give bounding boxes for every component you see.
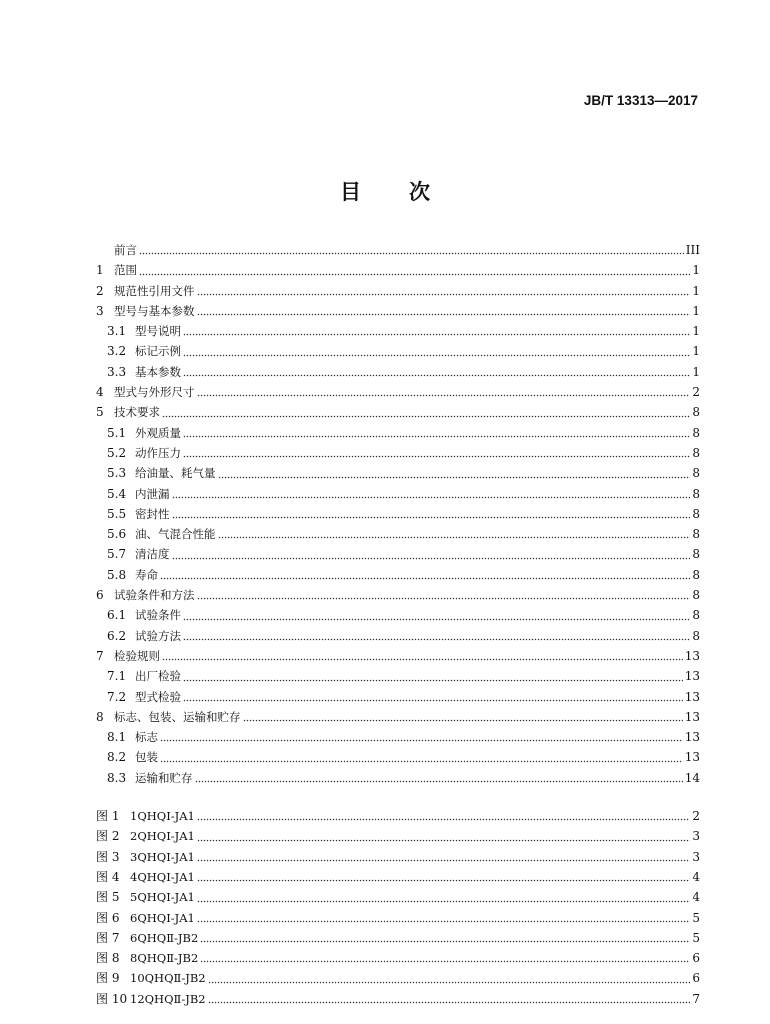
- toc-entry-label: 基本参数: [135, 364, 181, 379]
- toc-figure-entry[interactable]: [96, 847, 700, 867]
- toc-entry-label: 2QHQⅠ-JA1: [130, 829, 195, 844]
- toc-entry-label: 6QHQⅠ-JA1: [130, 910, 195, 925]
- toc-entry-page: 13: [684, 648, 700, 663]
- toc-entry-number: 7.2: [107, 689, 127, 704]
- dot-leader: [160, 756, 683, 763]
- toc-entry[interactable]: [96, 362, 700, 382]
- dot-leader: [197, 896, 690, 903]
- toc-entry-label: 油、气混合性能: [135, 527, 216, 542]
- toc-entry-label: 8QHQⅡ-JB2: [130, 951, 199, 966]
- toc-entry-page: 13: [684, 730, 700, 745]
- toc-entry-page: 1: [692, 324, 700, 339]
- toc-entry-label: 4QHQⅠ-JA1: [130, 869, 195, 884]
- toc-entry-page: 13: [684, 689, 700, 704]
- toc-entry-page: 7: [692, 991, 700, 1006]
- dot-leader: [200, 956, 690, 963]
- toc-entry-label: 3QHQⅠ-JA1: [130, 849, 195, 864]
- toc-entry-label: 型式与外形尺寸: [114, 385, 195, 400]
- toc-entry-page: 8: [692, 445, 700, 460]
- toc-entry-label: 动作压力: [135, 445, 181, 460]
- toc-entry-number: 5.3: [107, 466, 127, 481]
- toc-entry[interactable]: [96, 565, 700, 585]
- toc-entry-number: 6.1: [107, 608, 127, 623]
- toc-entry-number: 6: [96, 588, 104, 603]
- toc-entry-label: 型号与基本参数: [114, 303, 195, 318]
- toc-entry-label: 1QHQⅠ-JA1: [130, 809, 195, 824]
- toc-entry[interactable]: [96, 301, 700, 321]
- toc-entry-page: 2: [692, 809, 700, 824]
- toc-entry-number: 图 3: [96, 849, 120, 864]
- toc-entry-number: 图 10: [96, 991, 128, 1006]
- dot-leader: [195, 776, 683, 783]
- toc-entry-page: 3: [692, 829, 700, 844]
- dot-leader: [197, 875, 690, 882]
- toc-entry-number: 4: [96, 385, 104, 400]
- dot-leader: [183, 634, 690, 641]
- toc-entry-page: 8: [692, 628, 700, 643]
- toc-entry-label: 规范性引用文件: [114, 283, 195, 298]
- toc-entry-page: 5: [692, 930, 700, 945]
- dot-leader: [183, 370, 690, 377]
- toc-entry-number: 5.2: [107, 445, 127, 460]
- toc-entry-number: 2: [96, 283, 104, 298]
- toc-entry-number: 图 9: [96, 971, 120, 986]
- toc-entry[interactable]: [96, 747, 700, 767]
- dot-leader: [162, 411, 690, 418]
- toc-entry-label: 标记示例: [135, 344, 181, 359]
- toc-entry-number: 8: [96, 709, 104, 724]
- toc-entry[interactable]: [96, 626, 700, 646]
- toc-entry-page: 8: [692, 466, 700, 481]
- toc-entry-page: 13: [684, 669, 700, 684]
- toc-entry[interactable]: [96, 463, 700, 483]
- dot-leader: [197, 814, 690, 821]
- dot-leader: [160, 735, 683, 742]
- toc-entry-label: 试验方法: [135, 628, 181, 643]
- toc-figure-entry[interactable]: [96, 968, 700, 988]
- toc-entry-label: 试验条件: [135, 608, 181, 623]
- dot-leader: [208, 997, 691, 1004]
- toc-entry-page: 8: [692, 425, 700, 440]
- toc-entry-page: 3: [692, 849, 700, 864]
- dot-leader: [183, 695, 683, 702]
- dot-leader: [197, 835, 690, 842]
- toc-entry-number: 5.8: [107, 567, 127, 582]
- toc-figure-entry[interactable]: [96, 948, 700, 968]
- toc-entry-label: 内泄漏: [135, 486, 170, 501]
- toc-entry[interactable]: [96, 341, 700, 361]
- toc-entry[interactable]: [96, 544, 700, 564]
- dot-leader: [218, 532, 691, 539]
- dot-leader: [162, 654, 683, 661]
- toc-entry-page: 8: [692, 527, 700, 542]
- toc-entry-number: 6.2: [107, 628, 127, 643]
- toc-entry-page: 5: [692, 910, 700, 925]
- toc-entry-number: 5: [96, 405, 104, 420]
- toc-entry-number: 5.6: [107, 527, 127, 542]
- toc-entry[interactable]: [96, 687, 700, 707]
- toc-entry[interactable]: [96, 504, 700, 524]
- toc-figure-entry[interactable]: [96, 806, 700, 826]
- toc-entry-number: 3.3: [107, 364, 127, 379]
- toc-entry-page: 8: [692, 547, 700, 562]
- toc-entry-page: 8: [692, 608, 700, 623]
- toc-entry-number: 8.1: [107, 730, 127, 745]
- toc-figure-entry[interactable]: [96, 908, 700, 928]
- toc-entry-page: 6: [692, 971, 700, 986]
- toc-entry[interactable]: [96, 605, 700, 625]
- toc-entry-label: 技术要求: [114, 405, 160, 420]
- dot-leader: [183, 329, 690, 336]
- toc-entry-page: 8: [692, 486, 700, 501]
- toc-entry-page: 1: [692, 283, 700, 298]
- toc-section-list: [96, 240, 700, 788]
- toc-entry-number: 5.5: [107, 506, 127, 521]
- toc-entry[interactable]: [96, 646, 700, 666]
- toc-entry-page: 4: [692, 890, 700, 905]
- standard-code: JB/T 13313—2017: [583, 93, 698, 108]
- toc-entry-page: 1: [692, 263, 700, 278]
- toc-entry-number: 图 2: [96, 829, 120, 844]
- toc-entry-number: 图 1: [96, 809, 120, 824]
- dot-leader: [197, 593, 691, 600]
- toc-figure-entry[interactable]: [96, 928, 700, 948]
- dot-leader: [243, 715, 683, 722]
- dot-leader: [197, 916, 690, 923]
- dot-leader: [183, 614, 690, 621]
- toc-entry-number: 5.7: [107, 547, 127, 562]
- toc-entry-number: 1: [96, 263, 104, 278]
- toc-entry[interactable]: [96, 321, 700, 341]
- toc-entry-number: 8.2: [107, 750, 127, 765]
- toc-entry-number: 5.4: [107, 486, 127, 501]
- dot-leader: [197, 309, 691, 316]
- toc-entry-page: 13: [684, 750, 700, 765]
- toc-entry[interactable]: [96, 768, 700, 788]
- dot-leader: [160, 573, 690, 580]
- toc-entry[interactable]: [96, 524, 700, 544]
- dot-leader: [172, 492, 691, 499]
- toc-entry-label: 12QHQⅡ-JB2: [130, 991, 206, 1006]
- toc-entry-label: 试验条件和方法: [114, 588, 195, 603]
- dot-leader: [200, 936, 690, 943]
- toc-entry-label: 清洁度: [135, 547, 170, 562]
- dot-leader: [172, 553, 691, 560]
- toc-entry-label: 密封性: [135, 506, 170, 521]
- toc-entry-label: 运输和贮存: [135, 770, 193, 785]
- toc-entry-number: 图 4: [96, 869, 120, 884]
- toc-entry-label: 检验规则: [114, 648, 160, 663]
- dot-leader: [183, 675, 683, 682]
- toc-entry-label: 前言: [114, 243, 137, 257]
- toc-entry-label: 范围: [114, 263, 137, 278]
- toc-entry-number: 8.3: [107, 770, 127, 785]
- toc-entry[interactable]: [96, 443, 700, 463]
- dot-leader: [197, 390, 691, 397]
- toc-entry-number: 7: [96, 648, 104, 663]
- dot-leader: [172, 512, 691, 519]
- toc-entry-number: 图 8: [96, 951, 120, 966]
- toc-entry[interactable]: [96, 260, 700, 280]
- toc-figure-entry[interactable]: [96, 887, 700, 907]
- toc-entry-page: 8: [692, 405, 700, 420]
- toc-entry-page: 13: [684, 709, 700, 724]
- toc-entry-label: 给油量、耗气量: [135, 466, 216, 481]
- toc-entry-page: 1: [692, 344, 700, 359]
- dot-leader: [139, 269, 690, 276]
- toc-entry-number: 图 6: [96, 910, 120, 925]
- toc-entry-number: 5.1: [107, 425, 127, 440]
- toc-entry-page: 14: [684, 770, 700, 785]
- toc-entry-number: 图 5: [96, 890, 120, 905]
- toc-entry-label: 型号说明: [135, 324, 181, 339]
- toc-entry[interactable]: [96, 423, 700, 443]
- toc-entry-page: 8: [692, 506, 700, 521]
- toc-entry[interactable]: [96, 727, 700, 747]
- toc-entry-page: 1: [692, 303, 700, 318]
- toc-entry[interactable]: [96, 382, 700, 402]
- toc-entry[interactable]: [96, 281, 700, 301]
- toc-entry[interactable]: [96, 240, 700, 260]
- toc-entry[interactable]: [96, 707, 700, 727]
- toc-entry-label: 型式检验: [135, 689, 181, 704]
- toc-entry-label: 出厂检验: [135, 669, 181, 684]
- toc-entry-page: 8: [692, 588, 700, 603]
- toc-entry[interactable]: [96, 666, 700, 686]
- toc-entry-label: 5QHQⅠ-JA1: [130, 890, 195, 905]
- toc-entry-label: 外观质量: [135, 425, 181, 440]
- table-of-contents: [96, 240, 700, 1009]
- toc-entry[interactable]: [96, 402, 700, 422]
- dot-leader: [139, 248, 684, 255]
- toc-entry-label: 寿命: [135, 567, 158, 582]
- dot-leader: [208, 977, 691, 984]
- toc-figure-entry[interactable]: [96, 826, 700, 846]
- toc-entry-number: 7.1: [107, 669, 127, 684]
- dot-leader: [183, 350, 690, 357]
- toc-entry-number: 3.2: [107, 344, 127, 359]
- page-title: 目次: [340, 180, 478, 204]
- toc-entry-number: 3: [96, 303, 104, 318]
- dot-leader: [218, 472, 691, 479]
- toc-entry-label: 标志、包装、运输和贮存: [114, 709, 241, 724]
- toc-entry-page: 2: [692, 385, 700, 400]
- toc-entry[interactable]: [96, 585, 700, 605]
- toc-entry-page: 8: [692, 567, 700, 582]
- toc-entry-label: 6QHQⅡ-JB2: [130, 930, 199, 945]
- toc-divider-gap: [96, 788, 700, 806]
- dot-leader: [183, 451, 690, 458]
- toc-entry-label: 标志: [135, 730, 158, 745]
- toc-entry-label: 包装: [135, 750, 158, 765]
- dot-leader: [197, 855, 690, 862]
- toc-entry-page: 6: [692, 951, 700, 966]
- toc-figure-entry[interactable]: [96, 989, 700, 1009]
- toc-entry[interactable]: [96, 484, 700, 504]
- toc-entry-page: 4: [692, 869, 700, 884]
- dot-leader: [197, 289, 691, 296]
- toc-figure-list: [96, 806, 700, 1009]
- toc-entry-page: III: [685, 243, 700, 257]
- toc-figure-entry[interactable]: [96, 867, 700, 887]
- toc-entry-number: 3.1: [107, 324, 127, 339]
- toc-entry-label: 10QHQⅡ-JB2: [130, 971, 206, 986]
- toc-entry-page: 1: [692, 364, 700, 379]
- toc-entry-number: 图 7: [96, 930, 120, 945]
- dot-leader: [183, 431, 690, 438]
